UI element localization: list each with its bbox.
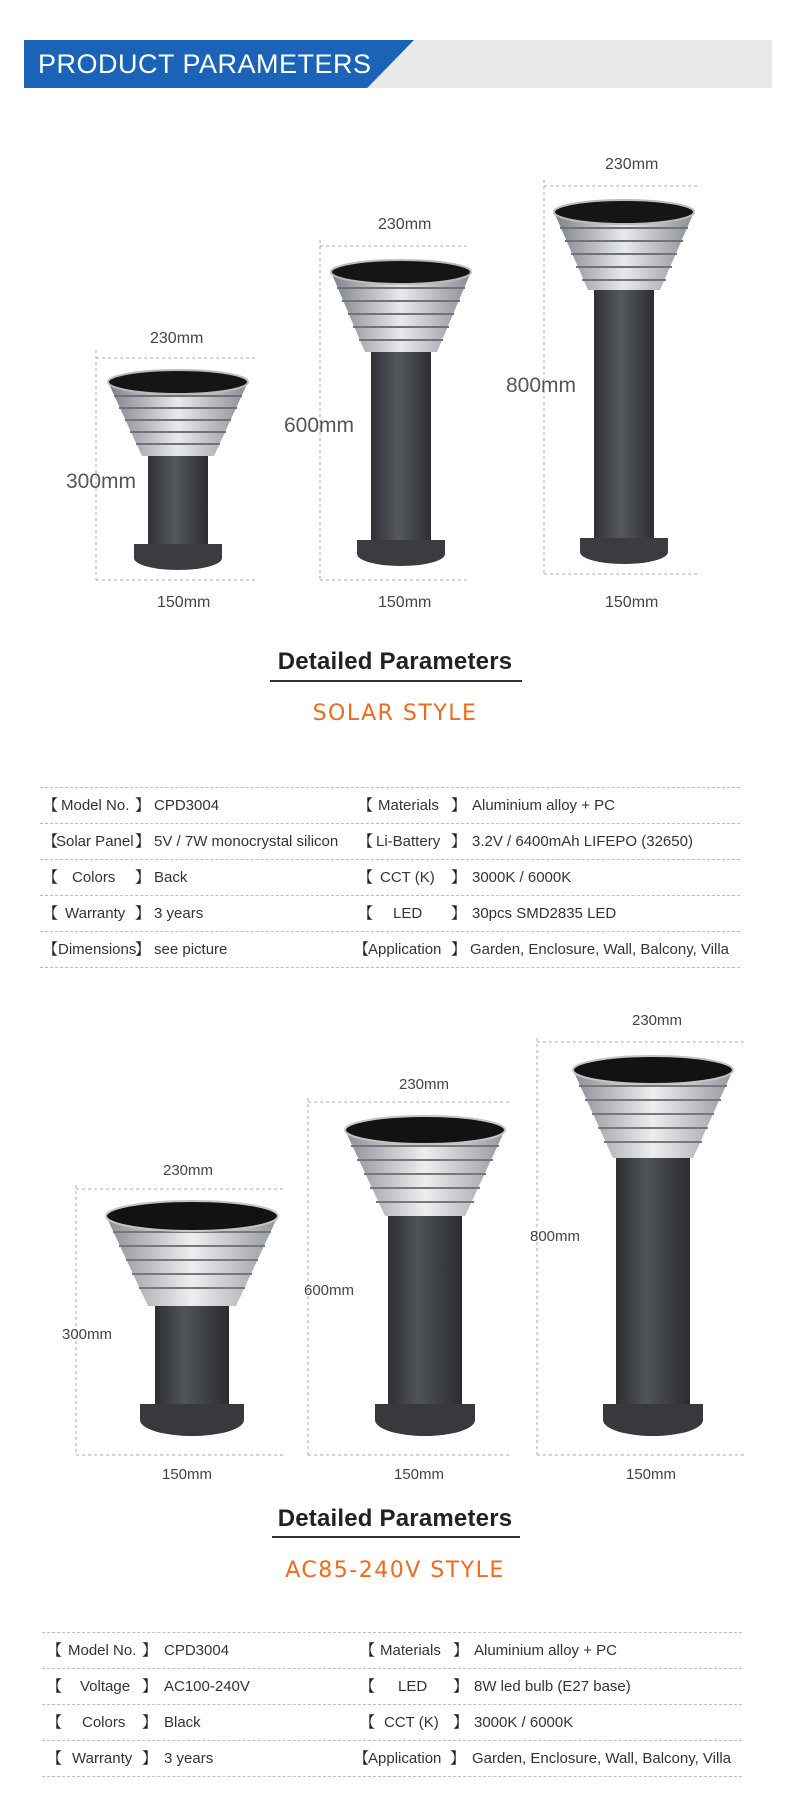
table-row: 【 Warranty 】 3 years 【 Application 】 Garden, Enclosure, Wall, Balcony, Villa: [42, 1740, 742, 1777]
param-value: see picture: [154, 941, 228, 958]
param-value: Garden, Enclosure, Wall, Balcony, Villa: [472, 1750, 732, 1767]
param-label: Application: [368, 1750, 442, 1767]
table-row: 【 Model No. 】 CPD3004 【 Materials 】 Aluminium alloy + PC: [40, 787, 740, 823]
ac-section-subtitle: AC85-240V STYLE: [285, 1558, 505, 1583]
lamp2-width-label: 230mm: [378, 216, 432, 233]
solar-parameter-table: [40, 787, 740, 968]
solar-section-subtitle: SOLAR STYLE: [312, 701, 478, 726]
param-label: LED: [393, 905, 423, 922]
param-label: Materials: [380, 1642, 441, 1659]
ac-lamp2-height-label: 600mm: [304, 1282, 355, 1299]
lamp1-height-label: 300mm: [66, 470, 137, 493]
param-value: 3 years: [154, 905, 204, 922]
solar-lamps-illustration: [0, 140, 800, 620]
param-value: 5V / 7W monocrystal silicon: [154, 833, 339, 850]
param-label: Colors: [82, 1714, 126, 1731]
lamp-300mm: [96, 350, 255, 580]
ac-lamp1-width-label: 230mm: [163, 1162, 214, 1179]
param-value: 3000K / 6000K: [472, 869, 572, 886]
param-label: Voltage: [80, 1678, 131, 1695]
param-label: Dimensions: [58, 941, 137, 958]
param-label: Model No.: [68, 1642, 137, 1659]
param-value: CPD3004: [154, 797, 220, 814]
lamp3-base-label: 150mm: [605, 594, 659, 611]
lamp3-height-label: 800mm: [506, 374, 577, 397]
table-row: 【 Colors 】 Black 【 CCT (K) 】 3000K / 6000K: [42, 1704, 742, 1740]
table-row: 【 Model No. 】 CPD3004 【 Materials 】 Aluminium alloy + PC: [42, 1632, 742, 1668]
ac-lamp2-width-label: 230mm: [399, 1076, 450, 1093]
table-row: 【 Voltage 】 AC100-240V 【 LED 】 8W led bulb (E27 base): [42, 1668, 742, 1704]
param-value: 8W led bulb (E27 base): [474, 1678, 631, 1695]
param-label: LED: [398, 1678, 428, 1695]
param-value: Black: [164, 1714, 201, 1731]
param-label: Warranty: [65, 905, 126, 922]
lamp2-height-label: 600mm: [284, 414, 355, 437]
table-row: 【 Colors 】 Back 【 CCT (K) 】 3000K / 6000K: [40, 859, 740, 895]
param-label: Materials: [378, 797, 439, 814]
table-row: 【 Dimensions 】 see picture 【 Application 】 Garden, Enclosure, Wall, Balcony, Villa: [40, 931, 740, 968]
ac-title-underline: [272, 1536, 520, 1538]
param-label: Solar Panel: [56, 833, 134, 850]
param-label: CCT (K): [384, 1714, 439, 1731]
lamp1-base-label: 150mm: [157, 594, 211, 611]
ac-lamp1-base-label: 150mm: [162, 1466, 213, 1483]
param-value: Aluminium alloy + PC: [472, 797, 615, 814]
param-label: CCT (K): [380, 869, 435, 886]
page-title: PRODUCT PARAMETERS: [38, 49, 372, 79]
lamp-600mm: [320, 240, 471, 580]
ac-section-title: Detailed Parameters: [277, 1505, 513, 1532]
ac-lamp2-base-label: 150mm: [394, 1466, 445, 1483]
param-label: Warranty: [72, 1750, 133, 1767]
lamp2-base-label: 150mm: [378, 594, 432, 611]
param-label: Li-Battery: [376, 833, 441, 850]
ac-lamp-600mm: [308, 1098, 512, 1455]
ac-lamp-800mm: [537, 1038, 745, 1455]
param-value: 30pcs SMD2835 LED: [472, 905, 617, 922]
table-row: 【 Solar Panel 】 5V / 7W monocrystal silicon 【 Li-Battery 】 3.2V / 6400mAh LIFEPO (32650): [40, 823, 740, 859]
ac-parameter-table: [42, 1632, 742, 1777]
ac-lamp3-height-label: 800mm: [530, 1228, 581, 1245]
param-label: Model No.: [61, 797, 130, 814]
param-value: 3000K / 6000K: [474, 1714, 574, 1731]
param-value: 3.2V / 6400mAh LIFEPO (32650): [472, 833, 693, 850]
param-value: Back: [154, 869, 188, 886]
param-value: 3 years: [164, 1750, 214, 1767]
lamp3-width-label: 230mm: [605, 156, 659, 173]
ac-lamp-300mm: [76, 1185, 285, 1455]
table-row: 【 Warranty 】 3 years 【 LED 】 30pcs SMD2835 LED: [40, 895, 740, 931]
param-label: Colors: [72, 869, 116, 886]
param-value: AC100-240V: [164, 1678, 250, 1695]
param-label: Application: [368, 941, 442, 958]
param-value: Aluminium alloy + PC: [474, 1642, 617, 1659]
ac-lamp3-base-label: 150mm: [626, 1466, 677, 1483]
ac-lamp1-height-label: 300mm: [62, 1326, 113, 1343]
ac-lamp3-width-label: 230mm: [632, 1012, 683, 1029]
solar-section-title: Detailed Parameters: [277, 648, 513, 675]
param-value: CPD3004: [164, 1642, 230, 1659]
lamp1-width-label: 230mm: [150, 330, 204, 347]
ac-lamps-illustration: [0, 1000, 800, 1500]
param-value: Garden, Enclosure, Wall, Balcony, Villa: [470, 941, 730, 958]
solar-title-underline: [270, 680, 522, 682]
